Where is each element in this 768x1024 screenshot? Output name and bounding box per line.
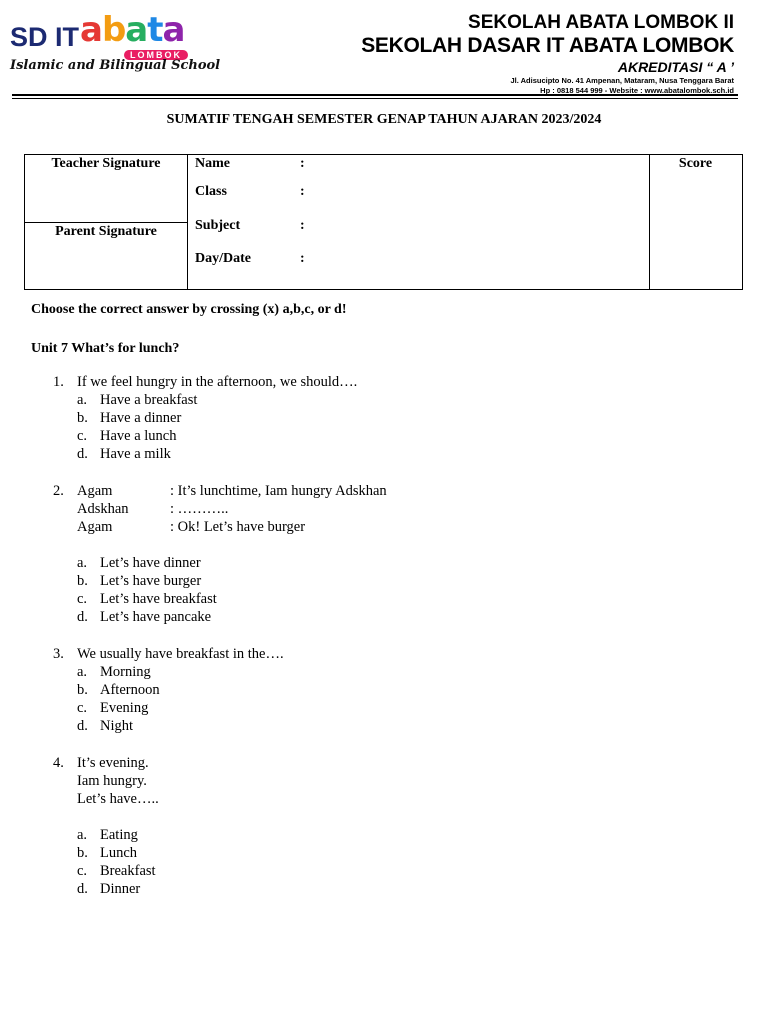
logo-lombok: LOMBOK xyxy=(124,50,188,60)
option-letter: c. xyxy=(77,700,88,716)
header-rule-thin xyxy=(12,98,738,99)
dialogue-speaker: Agam xyxy=(77,483,113,499)
option-text[interactable]: Dinner xyxy=(100,881,141,897)
divider xyxy=(649,155,650,289)
date-label: Day/Date xyxy=(195,251,251,266)
option-text[interactable]: Afternoon xyxy=(100,682,160,698)
logo-letter: a xyxy=(80,10,102,50)
option-letter: a. xyxy=(77,827,88,843)
logo-letter: a xyxy=(125,10,148,50)
name-label: Name xyxy=(195,156,230,171)
option-letter: b. xyxy=(77,410,88,426)
option-text[interactable]: Have a lunch xyxy=(100,428,177,444)
option-letter: d. xyxy=(77,718,88,734)
option-text[interactable]: Evening xyxy=(100,700,149,716)
instruction: Choose the correct answer by crossing (x) a,b,c, or d! xyxy=(31,302,347,317)
option-letter: c. xyxy=(77,591,88,607)
logo-abata xyxy=(80,10,184,50)
option-text[interactable]: Night xyxy=(100,718,134,734)
dialogue-speaker: Agam xyxy=(77,519,113,535)
option-letter: c. xyxy=(77,863,88,879)
option-text[interactable]: Eating xyxy=(100,827,138,843)
school-name-1: SEKOLAH ABATA LOMBOK II xyxy=(468,12,734,33)
question-text: Iam hungry. xyxy=(77,773,147,789)
option-text[interactable]: Have a milk xyxy=(100,446,171,462)
school-address: Jl. Adisucipto No. 41 Ampenan, Mataram, Nusa Tenggara Barat xyxy=(510,76,734,85)
option-letter: d. xyxy=(77,446,88,462)
option-letter: d. xyxy=(77,881,88,897)
logo-letter: b xyxy=(101,10,126,50)
student-identity-box xyxy=(24,154,743,290)
option-text[interactable]: Lunch xyxy=(100,845,138,861)
logo-letter: a xyxy=(162,10,185,50)
option-text[interactable]: Let’s have burger xyxy=(100,573,202,589)
logo-tagline: Islamic and Bilingual School xyxy=(10,58,221,73)
teacher-signature-label: Teacher Signature xyxy=(51,156,161,171)
question-number: 1. xyxy=(53,374,64,390)
option-letter: a. xyxy=(77,392,88,408)
option-text[interactable]: Let’s have pancake xyxy=(100,609,212,625)
question-number: 3. xyxy=(53,646,64,662)
option-text[interactable]: Morning xyxy=(100,664,151,680)
option-letter: a. xyxy=(77,555,88,571)
subject-label: Subject xyxy=(195,218,241,233)
logo-sd-it: SD IT xyxy=(10,22,80,52)
question-text: Let’s have….. xyxy=(77,791,159,807)
option-letter: a. xyxy=(77,664,88,680)
dialogue-line: : It’s lunchtime, Iam hungry Adskhan xyxy=(170,483,387,499)
school-name-2: SEKOLAH DASAR IT ABATA LOMBOK xyxy=(361,34,734,57)
score-label: Score xyxy=(678,156,713,171)
dialogue-line: : Ok! Let’s have burger xyxy=(170,519,306,535)
divider xyxy=(187,155,188,289)
option-letter: b. xyxy=(77,845,88,861)
accreditation: AKREDITASI “ A ’ xyxy=(617,59,734,75)
option-letter: c. xyxy=(77,428,88,444)
option-text[interactable]: Let’s have dinner xyxy=(100,555,201,571)
class-colon: : xyxy=(300,184,305,199)
divider xyxy=(25,222,187,223)
parent-signature-label: Parent Signature xyxy=(55,224,157,239)
dialogue-speaker: Adskhan xyxy=(77,501,129,517)
dialogue-line: : ……….. xyxy=(170,501,229,517)
exam-title: SUMATIF TENGAH SEMESTER GENAP TAHUN AJARAN 2023/2024 xyxy=(166,112,602,127)
school-header xyxy=(361,12,734,96)
option-letter: b. xyxy=(77,682,88,698)
question-text: If we feel hungry in the afternoon, we should…. xyxy=(77,374,358,390)
header-rule-thick xyxy=(12,94,738,96)
school-contact: Hp : 0818 544 999 - Website : www.abatalombok.sch.id xyxy=(540,86,734,95)
class-label: Class xyxy=(195,184,227,199)
option-text[interactable]: Let’s have breakfast xyxy=(100,591,217,607)
unit-title: Unit 7 What’s for lunch? xyxy=(31,341,180,356)
question-number: 2. xyxy=(53,483,64,499)
option-text[interactable]: Breakfast xyxy=(100,863,156,879)
question-number: 4. xyxy=(53,755,64,771)
option-text[interactable]: Have a breakfast xyxy=(100,392,198,408)
school-logo xyxy=(10,8,221,78)
option-text[interactable]: Have a dinner xyxy=(100,410,182,426)
question-text: We usually have breakfast in the…. xyxy=(77,646,284,662)
logo-letter: t xyxy=(147,10,163,50)
option-letter: d. xyxy=(77,609,88,625)
subject-colon: : xyxy=(300,218,305,233)
option-letter: b. xyxy=(77,573,88,589)
date-colon: : xyxy=(300,251,305,266)
name-colon: : xyxy=(300,156,305,171)
question-text: It’s evening. xyxy=(77,755,149,771)
